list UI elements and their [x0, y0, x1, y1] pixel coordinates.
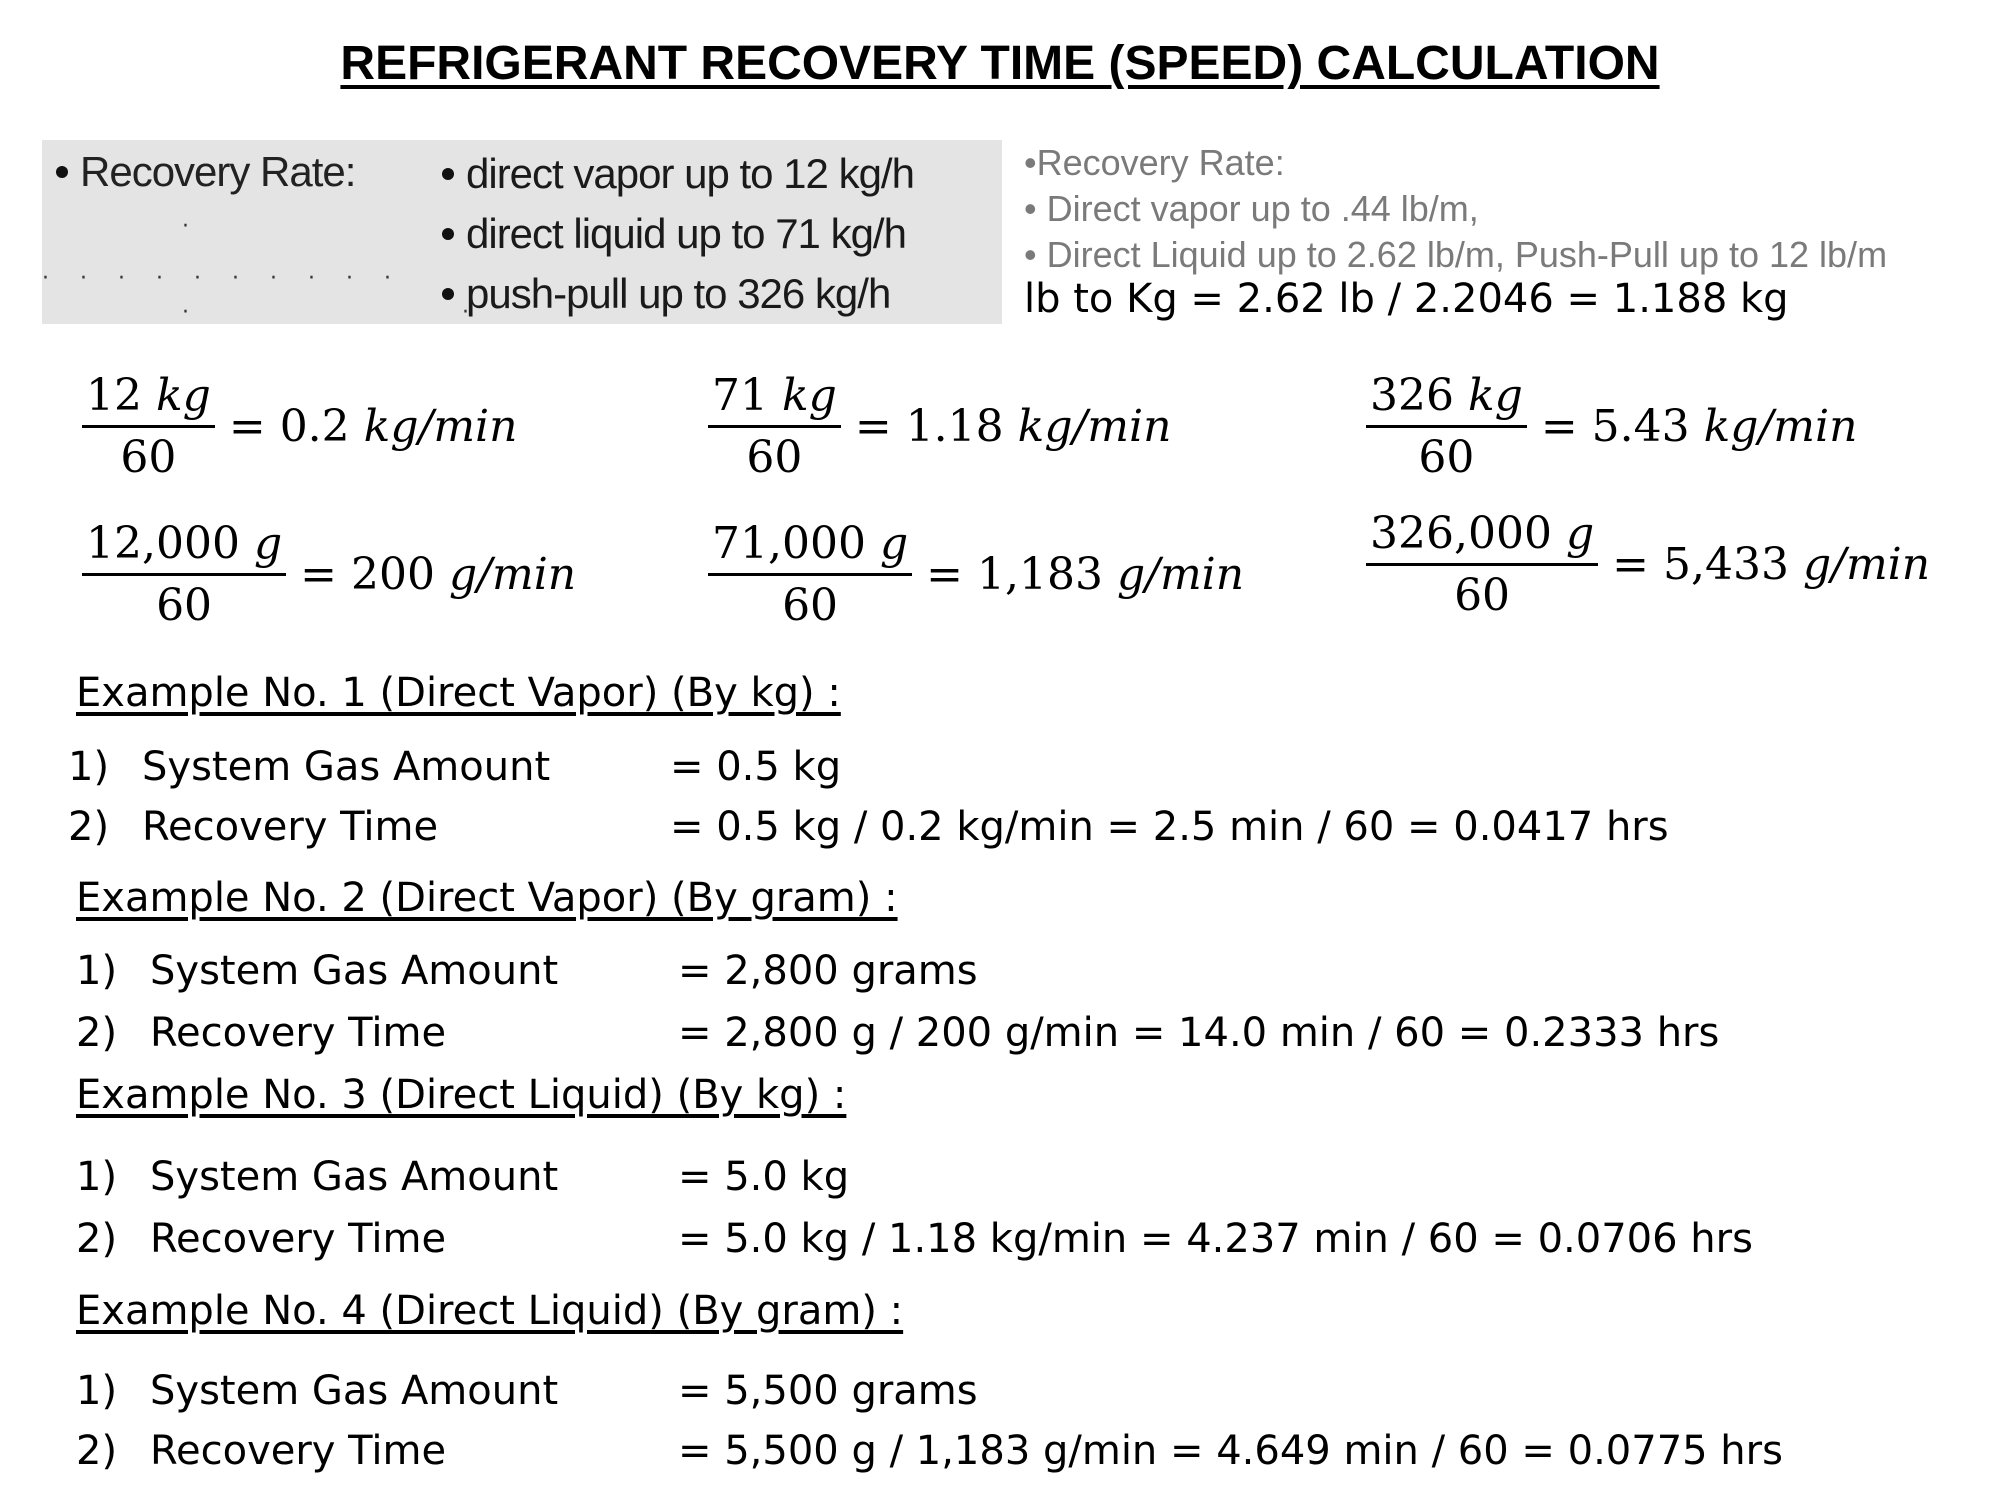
fraction-numerator: 326,000 g [1366, 508, 1598, 566]
equation-result: = 5.43 kg/min [1540, 401, 1858, 452]
row-number: 1) [68, 744, 110, 790]
scan-dot: · [182, 214, 189, 239]
equation-result: = 5,433 g/min [1612, 539, 1931, 590]
row-number: 1) [76, 1154, 118, 1200]
page-title: REFRIGERANT RECOVERY TIME (SPEED) CALCULATION [340, 37, 1660, 90]
fraction-denominator: 60 [1418, 432, 1475, 483]
spec-item [442, 264, 914, 324]
fraction-numerator: 326 kg [1366, 370, 1527, 428]
row-number: 1) [76, 1368, 118, 1414]
spec-label-text: Recovery Rate: [80, 148, 356, 195]
fraction-denominator: 60 [746, 432, 803, 483]
row-label: System Gas Amount [150, 948, 559, 994]
bullet-icon [442, 168, 454, 180]
equation [82, 518, 576, 631]
fraction-numerator: 71 kg [708, 370, 841, 428]
equation [82, 370, 517, 483]
row-value: = 5.0 kg / 1.18 kg/min = 4.237 min / 60 = 0.0706 hrs [678, 1216, 1753, 1262]
equation [1366, 370, 1857, 483]
scan-dot-row: ·········· [42, 266, 422, 291]
row-label: Recovery Time [142, 804, 439, 850]
fraction-numerator: 12,000 g [82, 518, 286, 576]
recovery-rate-spec-image [42, 140, 1002, 324]
row-number: 2) [76, 1010, 118, 1056]
fraction-denominator: 60 [120, 432, 177, 483]
row-value: = 0.5 kg [670, 744, 842, 790]
row-value: = 0.5 kg / 0.2 kg/min = 2.5 min / 60 = 0.0417 hrs [670, 804, 1669, 850]
fraction [708, 370, 841, 483]
fraction-denominator: 60 [782, 580, 839, 631]
row-label: Recovery Time [150, 1428, 447, 1474]
spec-label [56, 148, 355, 196]
fraction-numerator: 12 kg [82, 370, 215, 428]
spec-item-text: direct liquid up to 71 kg/h [466, 210, 906, 257]
row-number: 2) [76, 1216, 118, 1262]
row-number: 1) [76, 948, 118, 994]
row-label: System Gas Amount [142, 744, 551, 790]
example-heading: Example No. 3 (Direct Liquid) (By kg) : [76, 1072, 847, 1118]
equation [1366, 508, 1930, 621]
spec-item [442, 204, 914, 264]
row-value: = 5,500 g / 1,183 g/min = 4.649 min / 60 = 0.0775 hrs [678, 1428, 1783, 1474]
fraction-numerator: 71,000 g [708, 518, 912, 576]
lb-to-kg-conversion: lb to Kg = 2.62 lb / 2.2046 = 1.188 kg [1024, 276, 1789, 322]
fraction [82, 518, 286, 631]
equation-result: = 1,183 g/min [926, 549, 1245, 600]
row-value: = 5,500 grams [678, 1368, 978, 1414]
fraction-denominator: 60 [1454, 570, 1511, 621]
row-value: = 2,800 grams [678, 948, 978, 994]
spec-list [442, 144, 914, 324]
fraction [1366, 508, 1598, 621]
equation [708, 518, 1244, 631]
bullet-icon [56, 166, 68, 178]
scan-dot: · [462, 300, 469, 325]
fraction [1366, 370, 1527, 483]
equation [708, 370, 1171, 483]
equation-result: = 0.2 kg/min [228, 401, 518, 452]
rate-note: •Recovery Rate: [1024, 142, 1285, 183]
row-label: Recovery Time [150, 1010, 447, 1056]
row-label: Recovery Time [150, 1216, 447, 1262]
equation-result: = 200 g/min [300, 549, 577, 600]
row-number: 2) [76, 1428, 118, 1474]
rate-note: • Direct Liquid up to 2.62 lb/m, Push-Pull up to 12 lb/m [1024, 234, 1888, 275]
equation-result: = 1.18 kg/min [854, 401, 1172, 452]
scan-dot: · [182, 300, 189, 325]
row-number: 2) [68, 804, 110, 850]
rate-note: • Direct vapor up to .44 lb/m, [1024, 188, 1479, 229]
fraction-denominator: 60 [156, 580, 213, 631]
fraction [708, 518, 912, 631]
row-label: System Gas Amount [150, 1368, 559, 1414]
row-label: System Gas Amount [150, 1154, 559, 1200]
spec-item [442, 144, 914, 204]
example-heading: Example No. 2 (Direct Vapor) (By gram) : [76, 875, 898, 921]
rate-notes [1024, 140, 1887, 278]
row-value: = 2,800 g / 200 g/min = 14.0 min / 60 = 0.2333 hrs [678, 1010, 1720, 1056]
example-heading: Example No. 4 (Direct Liquid) (By gram) : [76, 1288, 904, 1334]
example-heading: Example No. 1 (Direct Vapor) (By kg) : [76, 670, 841, 716]
row-value: = 5.0 kg [678, 1154, 850, 1200]
spec-item-text: push-pull up to 326 kg/h [466, 270, 891, 317]
bullet-icon [442, 228, 454, 240]
fraction [82, 370, 215, 483]
spec-item-text: direct vapor up to 12 kg/h [466, 150, 914, 197]
bullet-icon [442, 288, 454, 300]
